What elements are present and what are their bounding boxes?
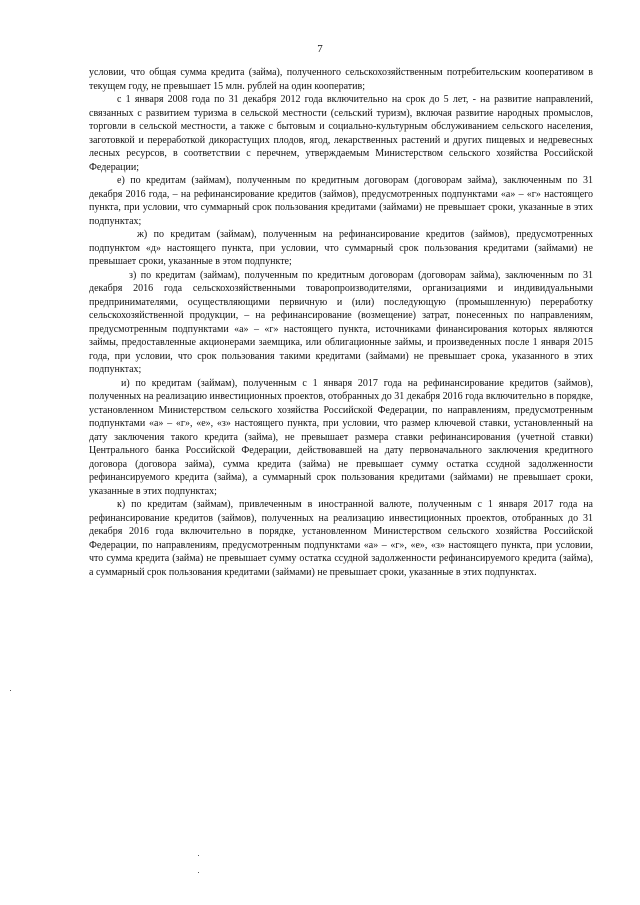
scan-artifact — [198, 872, 199, 873]
paragraph-tourism: с 1 января 2008 года по 31 декабря 2012 года включительно на срок до 5 лет, - на развитие направлений, связанных с развитием туризма в сельской местности (сельский туризм), включая развитие народных промыслов, торговли в сельской местности, а также с бытовым и социально-культурным обслуживанием сельского населения, заготовкой и переработкой дикорастущих плодов, ягод, лекарственных растений и других пищевых и недревесных лесных ресурсов, в соответствии с перечнем, утверждаемым Министерством сельского хозяйства Российской Федерации; — [89, 94, 593, 173]
paragraph-z: з) по кредитам (займам), полученным по кредитным договорам (договорам займа), заключенным по 31 декабря 2016 года сельскохозяйственными товаропроизводителями, организациями и индивидуальными предпринимателями, осуществляющими первичную и (или) последующую (промышленную) переработку сельскохозяйственной продукции, – на рефинансирование (возмещение) затрат, понесенных по направлениям, предусмотренным подпунктами «а» – «г» настоящего пункта, источниками финансирования которых являются займы, предоставленные акционерами заемщика, или облигационные займы, и произведенных после 1 января 2015 года, при условии, что срок пользования такими кредитами (займами) не превышает срока, указанного в этих подпунктах; — [89, 269, 593, 375]
scan-artifact — [10, 690, 11, 691]
paragraph-e: е) по кредитам (займам), полученным по кредитным договорам (договорам займа), заключенным по 31 декабря 2016 года, – на рефинансирование кредитов (займов), предусмотренных подпунктами «а» – «г» настоящего пункта, при условии, что суммарный срок пользования кредитами (займами) не превышает сроки, указанные в этих подпунктах; — [89, 175, 593, 227]
body-text — [89, 66, 593, 579]
paragraph-k: к) по кредитам (займам), привлеченным в иностранной валюте, полученным с 1 января 2017 года на рефинансирование кредитов (займов), полученных на реализацию инвестиционных проектов, отобранных до 31 декабря 2016 года включительно в порядке, установленном Министерством сельского хозяйства Российской Федерации, по направлениям, предусмотренным подпунктами «а» – «г», «е», «з» настоящего пункта, при условии, что сумма кредита (займа) не превышает сумму остатка ссудной задолженности рефинансируемого кредита (займа), а суммарный срок пользования кредитами (займами) не превышает сроки, указанные в этих подпунктах. — [89, 499, 593, 578]
paragraph-continuation: условии, что общая сумма кредита (займа), полученного сельскохозяйственным потребительским кооперативом в текущем году, не превышает 15 млн. рублей на один кооператив; — [89, 67, 593, 92]
paragraph-zh: ж) по кредитам (займам), полученным на рефинансирование кредитов (займов), предусмотренных подпунктом «д» настоящего пункта, при условии, что суммарный срок пользования кредитами (займами) не превышает сроки, указанные в этом подпункте; — [89, 229, 593, 267]
paragraph-i: и) по кредитам (займам), полученным с 1 января 2017 года на рефинансирование кредитов (займов), полученных на реализацию инвестиционных проектов, отобранных до 31 декабря 2016 года включительно в порядке, установленном Министерством сельского хозяйства Российской Федерации, по направлениям, предусмотренным подпунктами «а» – «г», «е», «з» настоящего пункта, при условии, что размер ключевой ставки, установленный на дату заключения такого кредита (займа), не превышает размера ставки рефинансирования (учетной ставки) Центрального банка Российской Федерации, действовавшей на дату первоначального заключения кредитного договора (договора займа), сумма кредита (займа) не превышает сумму остатка ссудной задолженности рефинансируемого кредита (займа), а суммарный срок пользования кредитами (займами) не превышает сроки, указанные в этих подпунктах; — [89, 377, 593, 497]
scan-artifact — [198, 855, 199, 856]
page-number: 7 — [317, 43, 323, 55]
